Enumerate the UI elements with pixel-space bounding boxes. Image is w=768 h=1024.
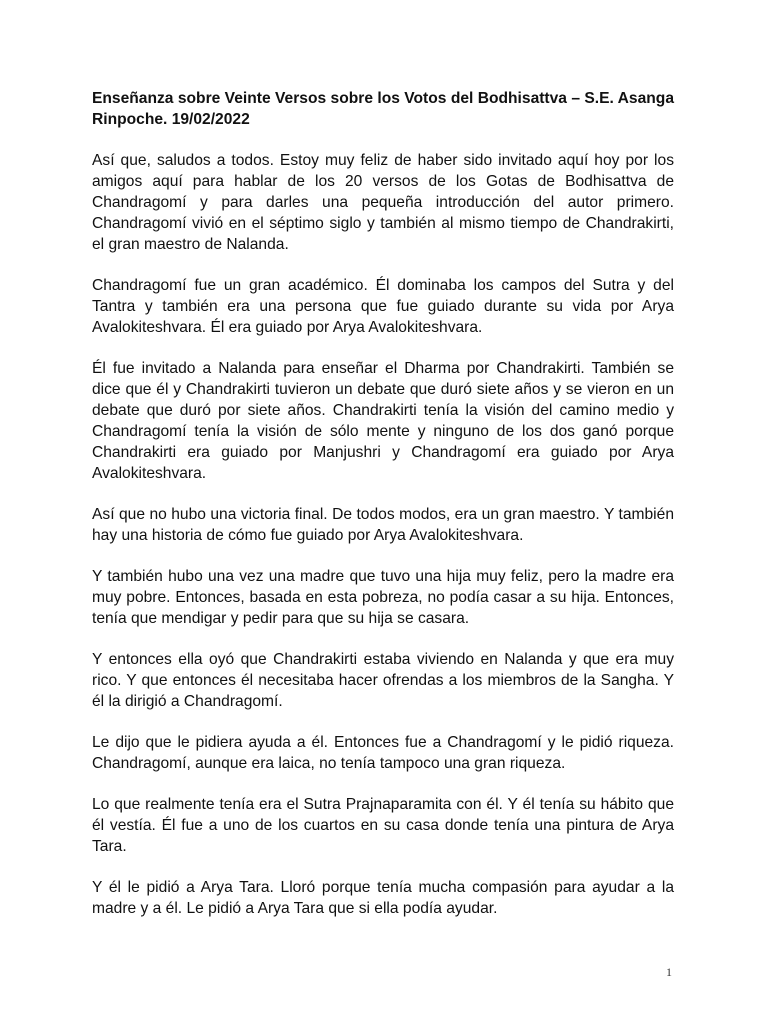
paragraph: Le dijo que le pidiera ayuda a él. Entonces fue a Chandragomí y le pidió riqueza. Chandragomí, aunque era laica, no tenía tampoco una gran riqueza. xyxy=(92,734,674,772)
paragraph: Chandragomí fue un gran académico. Él dominaba los campos del Sutra y del Tantra y también era una persona que fue guiado durante su vida por Arya Avalokiteshvara. Él era guiado por Arya Avalokiteshvara. xyxy=(92,277,674,336)
paragraph: Así que, saludos a todos. Estoy muy feliz de haber sido invitado aquí hoy por los amigos aquí para hablar de los 20 versos de los Gotas de Bodhisattva de Chandragomí y para darles una pequeña introducción del autor primero. Chandragomí vivió en el séptimo siglo y también al mismo tiempo de Chandrakirti, el gran maestro de Nalanda. xyxy=(92,152,674,253)
document-title: Enseñanza sobre Veinte Versos sobre los Votos del Bodhisattva – S.E. Asanga Rinpoche. 19/02/2022 xyxy=(92,90,674,128)
paragraph: Y él le pidió a Arya Tara. Lloró porque tenía mucha compasión para ayudar a la madre y a él. Le pidió a Arya Tara que si ella podía ayudar. xyxy=(92,879,674,917)
paragraph: Lo que realmente tenía era el Sutra Prajnaparamita con él. Y él tenía su hábito que él vestía. Él fue a uno de los cuartos en su casa donde tenía una pintura de Arya Tara. xyxy=(92,796,674,855)
paragraph: Y entonces ella oyó que Chandrakirti estaba viviendo en Nalanda y que era muy rico. Y que entonces él necesitaba hacer ofrendas a los miembros de la Sangha. Y él la dirigió a Chandragomí. xyxy=(92,651,674,710)
paragraph: Él fue invitado a Nalanda para enseñar el Dharma por Chandrakirti. También se dice que él y Chandrakirti tuvieron un debate que duró siete años y se vieron en un debate que duró por siete años. Chandrakirti tenía la visión del camino medio y Chandragomí tenía la visión de sólo mente y ninguno de los dos ganó porque Chandrakirti era guiado por Manjushri y Chandragomí era guiado por Arya Avalokiteshvara. xyxy=(92,360,674,482)
paragraph: Y también hubo una vez una madre que tuvo una hija muy feliz, pero la madre era muy pobre. Entonces, basada en esta pobreza, no podía casar a su hija. Entonces, tenía que mendigar y pedir para que su hija se casara. xyxy=(92,568,674,627)
document-body xyxy=(92,88,674,939)
paragraph: Así que no hubo una victoria final. De todos modos, era un gran maestro. Y también hay una historia de cómo fue guiado por Arya Avalokiteshvara. xyxy=(92,506,674,544)
page-number: 1 xyxy=(666,965,672,979)
